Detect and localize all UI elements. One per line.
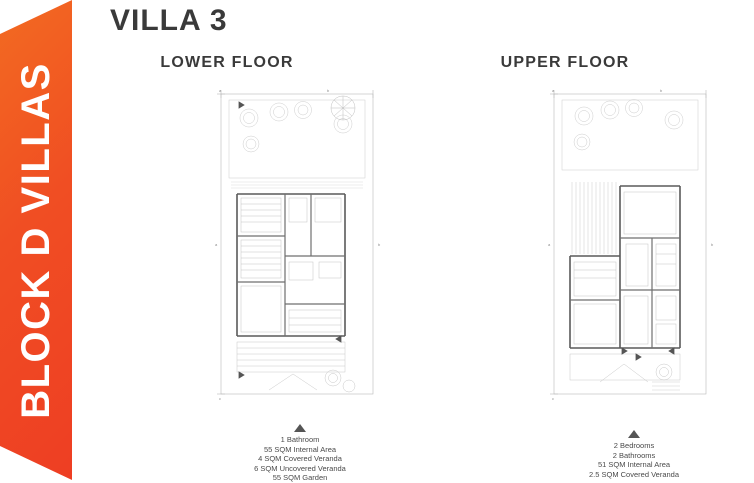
lower-spec-3: 6 SQM Uncovered Veranda xyxy=(254,463,346,473)
north-arrow-icon xyxy=(294,424,306,432)
upper-spec-2: 51 SQM Internal Area xyxy=(597,460,671,469)
lower-floor-title: LOWER FLOOR xyxy=(160,54,294,71)
north-arrow-icon xyxy=(628,430,640,438)
side-band-text-wrap xyxy=(0,0,72,480)
side-band xyxy=(0,0,72,480)
svg-text:a: a xyxy=(219,88,222,93)
side-band-label: BLOCK D VILLAS xyxy=(13,61,58,419)
upper-floor-title: UPPER FLOOR xyxy=(500,54,630,71)
lower-spec-0: 1 Bathroom xyxy=(280,435,320,444)
lower-spec-2: 4 SQM Covered Veranda xyxy=(258,454,342,463)
svg-text:b: b xyxy=(660,88,663,93)
lower-spec-1: 55 SQM Internal Area xyxy=(263,444,337,454)
lower-floor-plan xyxy=(215,86,387,404)
svg-text:c: c xyxy=(219,396,221,401)
upper-floor-caption xyxy=(514,430,754,479)
lower-spec-4: 55 SQM Garden xyxy=(272,473,328,482)
svg-text:a: a xyxy=(548,242,551,247)
lower-floor-caption xyxy=(180,424,420,483)
svg-text:b: b xyxy=(327,88,330,93)
svg-text:a: a xyxy=(552,88,555,93)
upper-spec-0: 2 Bedrooms xyxy=(613,441,655,450)
upper-floor-plan xyxy=(548,86,720,404)
svg-text:c: c xyxy=(552,396,554,401)
upper-spec-3: 2.5 SQM Covered Veranda xyxy=(588,469,680,479)
svg-text:b: b xyxy=(711,242,714,247)
svg-text:b: b xyxy=(378,242,381,247)
svg-text:a: a xyxy=(215,242,218,247)
upper-spec-1: 2 Bathrooms xyxy=(612,450,656,460)
page-title: VILLA 3 xyxy=(110,4,228,37)
